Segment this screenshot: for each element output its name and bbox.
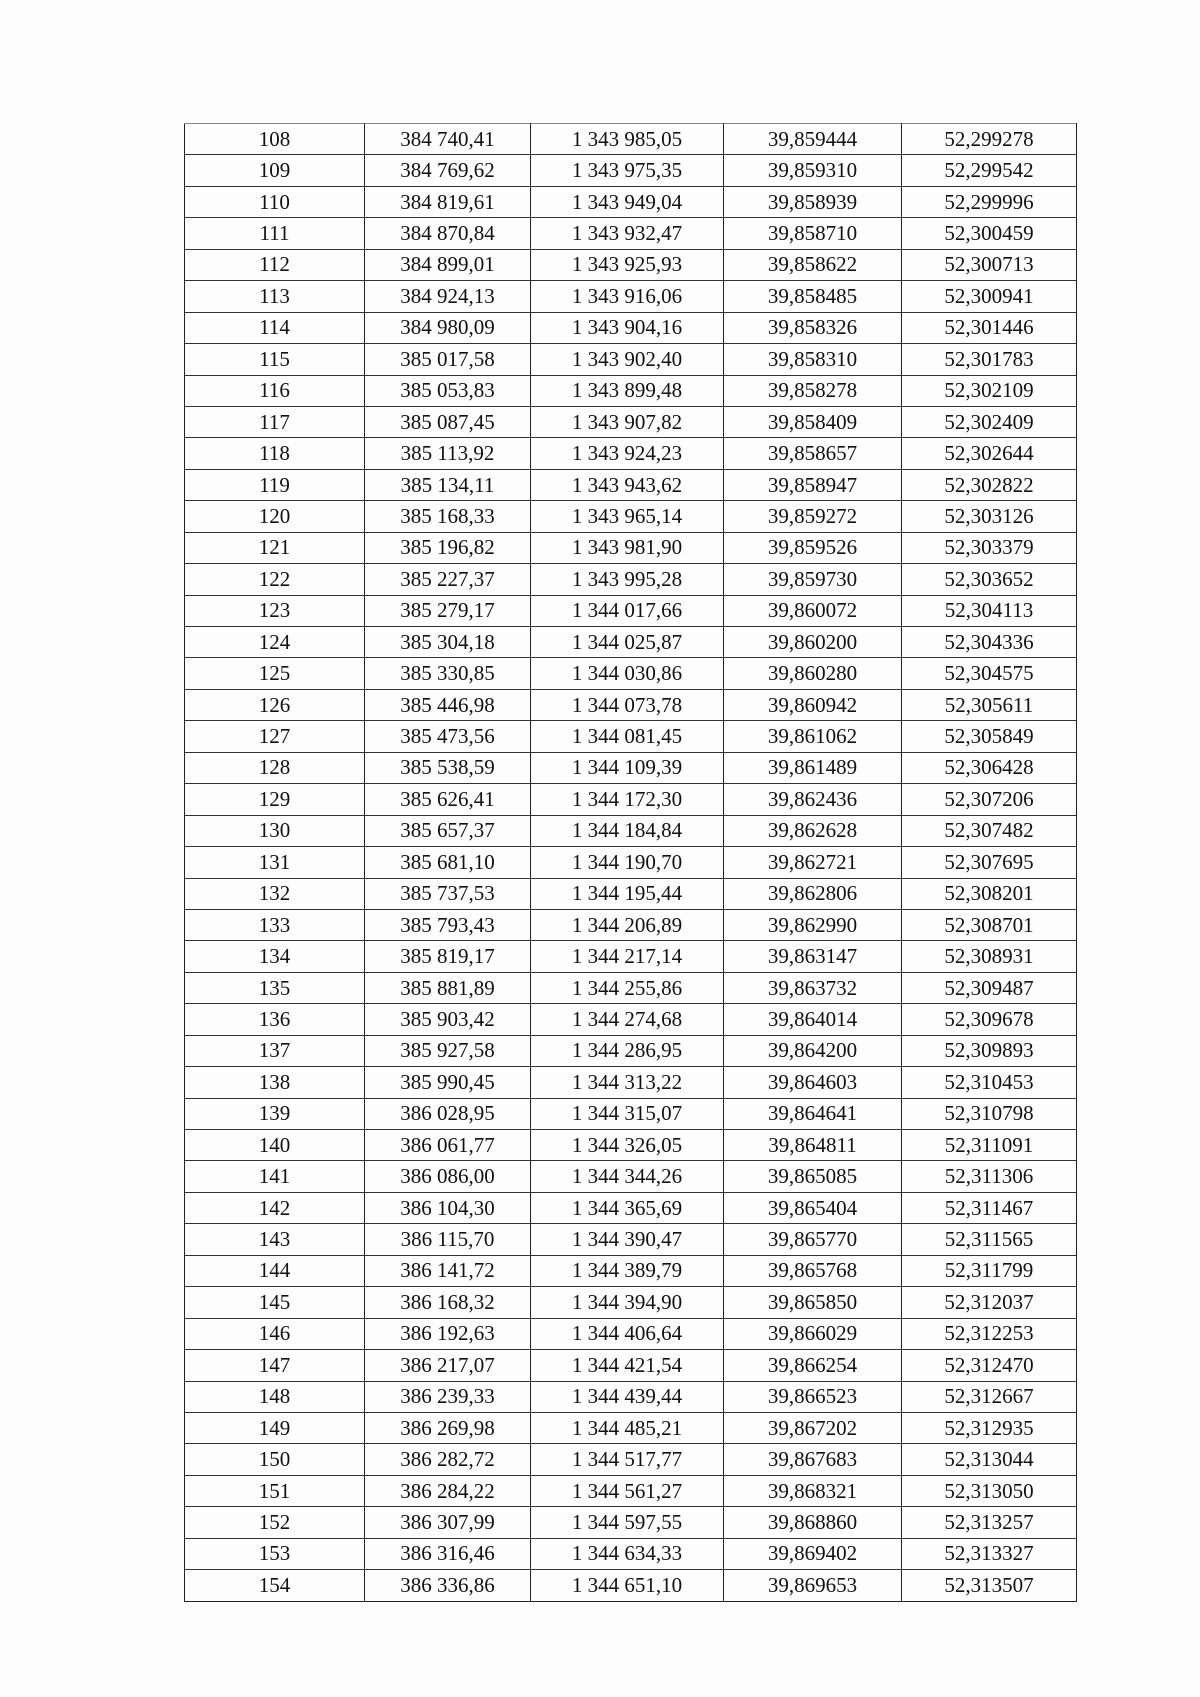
y-coordinate-cell: 1 344 651,10 [531, 1570, 724, 1601]
y-coordinate-cell: 1 344 597,55 [531, 1507, 724, 1538]
y-coordinate-cell: 1 344 389,79 [531, 1255, 724, 1286]
latitude-cell: 52,303379 [902, 532, 1077, 563]
latitude-cell: 52,311565 [902, 1224, 1077, 1255]
x-coordinate-cell: 386 217,07 [365, 1350, 531, 1381]
y-coordinate-cell: 1 344 030,86 [531, 658, 724, 689]
longitude-cell: 39,859730 [724, 564, 902, 595]
point-number-cell: 117 [185, 406, 365, 437]
y-coordinate-cell: 1 343 943,62 [531, 469, 724, 500]
x-coordinate-cell: 384 980,09 [365, 312, 531, 343]
latitude-cell: 52,299278 [902, 124, 1077, 155]
longitude-cell: 39,869653 [724, 1570, 902, 1601]
point-number-cell: 135 [185, 972, 365, 1003]
longitude-cell: 39,860072 [724, 595, 902, 626]
latitude-cell: 52,313257 [902, 1507, 1077, 1538]
point-number-cell: 134 [185, 941, 365, 972]
longitude-cell: 39,866523 [724, 1381, 902, 1412]
y-coordinate-cell: 1 343 904,16 [531, 312, 724, 343]
y-coordinate-cell: 1 343 949,04 [531, 186, 724, 217]
x-coordinate-cell: 384 870,84 [365, 218, 531, 249]
longitude-cell: 39,860942 [724, 689, 902, 720]
latitude-cell: 52,301446 [902, 312, 1077, 343]
longitude-cell: 39,858947 [724, 469, 902, 500]
y-coordinate-cell: 1 344 274,68 [531, 1004, 724, 1035]
table-row [185, 721, 1077, 752]
y-coordinate-cell: 1 343 985,05 [531, 124, 724, 155]
latitude-cell: 52,311091 [902, 1130, 1077, 1161]
point-number-cell: 147 [185, 1350, 365, 1381]
x-coordinate-cell: 385 196,82 [365, 532, 531, 563]
y-coordinate-cell: 1 344 255,86 [531, 972, 724, 1003]
x-coordinate-cell: 386 192,63 [365, 1318, 531, 1349]
latitude-cell: 52,308931 [902, 941, 1077, 972]
table-row [185, 1161, 1077, 1192]
y-coordinate-cell: 1 343 925,93 [531, 249, 724, 280]
longitude-cell: 39,865850 [724, 1287, 902, 1318]
table-row [185, 501, 1077, 532]
longitude-cell: 39,868860 [724, 1507, 902, 1538]
longitude-cell: 39,865085 [724, 1161, 902, 1192]
x-coordinate-cell: 385 819,17 [365, 941, 531, 972]
x-coordinate-cell: 385 113,92 [365, 438, 531, 469]
point-number-cell: 122 [185, 564, 365, 595]
point-number-cell: 132 [185, 878, 365, 909]
point-number-cell: 109 [185, 155, 365, 186]
y-coordinate-cell: 1 344 206,89 [531, 909, 724, 940]
point-number-cell: 133 [185, 909, 365, 940]
latitude-cell: 52,309893 [902, 1035, 1077, 1066]
y-coordinate-cell: 1 344 313,22 [531, 1067, 724, 1098]
x-coordinate-cell: 384 769,62 [365, 155, 531, 186]
point-number-cell: 128 [185, 752, 365, 783]
table-row [185, 878, 1077, 909]
point-number-cell: 140 [185, 1130, 365, 1161]
table-row [185, 124, 1077, 155]
latitude-cell: 52,311467 [902, 1192, 1077, 1223]
point-number-cell: 114 [185, 312, 365, 343]
table-row [185, 784, 1077, 815]
point-number-cell: 113 [185, 281, 365, 312]
table-row [185, 1287, 1077, 1318]
y-coordinate-cell: 1 344 172,30 [531, 784, 724, 815]
point-number-cell: 131 [185, 847, 365, 878]
table-row [185, 344, 1077, 375]
table-row [185, 1067, 1077, 1098]
table-row [185, 1130, 1077, 1161]
x-coordinate-cell: 385 087,45 [365, 406, 531, 437]
latitude-cell: 52,303652 [902, 564, 1077, 595]
point-number-cell: 146 [185, 1318, 365, 1349]
longitude-cell: 39,864014 [724, 1004, 902, 1035]
x-coordinate-cell: 386 168,32 [365, 1287, 531, 1318]
table-row [185, 469, 1077, 500]
longitude-cell: 39,862990 [724, 909, 902, 940]
table-row [185, 564, 1077, 595]
point-number-cell: 118 [185, 438, 365, 469]
latitude-cell: 52,300713 [902, 249, 1077, 280]
x-coordinate-cell: 386 028,95 [365, 1098, 531, 1129]
table-row [185, 627, 1077, 658]
latitude-cell: 52,312470 [902, 1350, 1077, 1381]
longitude-cell: 39,865768 [724, 1255, 902, 1286]
point-number-cell: 149 [185, 1412, 365, 1443]
y-coordinate-cell: 1 344 344,26 [531, 1161, 724, 1192]
latitude-cell: 52,313044 [902, 1444, 1077, 1475]
longitude-cell: 39,859310 [724, 155, 902, 186]
longitude-cell: 39,858710 [724, 218, 902, 249]
table-row [185, 249, 1077, 280]
y-coordinate-cell: 1 344 081,45 [531, 721, 724, 752]
point-number-cell: 152 [185, 1507, 365, 1538]
table-row [185, 1444, 1077, 1475]
longitude-cell: 39,858485 [724, 281, 902, 312]
y-coordinate-cell: 1 344 073,78 [531, 689, 724, 720]
x-coordinate-cell: 386 104,30 [365, 1192, 531, 1223]
x-coordinate-cell: 386 115,70 [365, 1224, 531, 1255]
table-row [185, 1538, 1077, 1569]
longitude-cell: 39,858310 [724, 344, 902, 375]
point-number-cell: 126 [185, 689, 365, 720]
latitude-cell: 52,313327 [902, 1538, 1077, 1569]
x-coordinate-cell: 385 657,37 [365, 815, 531, 846]
table-row [185, 406, 1077, 437]
longitude-cell: 39,858409 [724, 406, 902, 437]
longitude-cell: 39,862436 [724, 784, 902, 815]
point-number-cell: 111 [185, 218, 365, 249]
x-coordinate-cell: 385 446,98 [365, 689, 531, 720]
latitude-cell: 52,309678 [902, 1004, 1077, 1035]
y-coordinate-cell: 1 344 421,54 [531, 1350, 724, 1381]
table-row [185, 1570, 1077, 1601]
latitude-cell: 52,312667 [902, 1381, 1077, 1412]
table-row [185, 752, 1077, 783]
x-coordinate-cell: 385 626,41 [365, 784, 531, 815]
x-coordinate-cell: 384 740,41 [365, 124, 531, 155]
latitude-cell: 52,305849 [902, 721, 1077, 752]
point-number-cell: 153 [185, 1538, 365, 1569]
table-row [185, 1318, 1077, 1349]
latitude-cell: 52,304113 [902, 595, 1077, 626]
latitude-cell: 52,299542 [902, 155, 1077, 186]
table-row [185, 1350, 1077, 1381]
latitude-cell: 52,312935 [902, 1412, 1077, 1443]
y-coordinate-cell: 1 344 634,33 [531, 1538, 724, 1569]
latitude-cell: 52,300941 [902, 281, 1077, 312]
y-coordinate-cell: 1 343 924,23 [531, 438, 724, 469]
longitude-cell: 39,862628 [724, 815, 902, 846]
longitude-cell: 39,867202 [724, 1412, 902, 1443]
latitude-cell: 52,307482 [902, 815, 1077, 846]
x-coordinate-cell: 386 282,72 [365, 1444, 531, 1475]
table-row [185, 658, 1077, 689]
table-row [185, 909, 1077, 940]
y-coordinate-cell: 1 344 315,07 [531, 1098, 724, 1129]
latitude-cell: 52,313050 [902, 1475, 1077, 1506]
latitude-cell: 52,302822 [902, 469, 1077, 500]
x-coordinate-cell: 384 819,61 [365, 186, 531, 217]
table-row [185, 1255, 1077, 1286]
y-coordinate-cell: 1 343 899,48 [531, 375, 724, 406]
table-row [185, 1224, 1077, 1255]
y-coordinate-cell: 1 344 017,66 [531, 595, 724, 626]
x-coordinate-cell: 386 336,86 [365, 1570, 531, 1601]
x-coordinate-cell: 386 086,00 [365, 1161, 531, 1192]
latitude-cell: 52,301783 [902, 344, 1077, 375]
table-row [185, 1035, 1077, 1066]
y-coordinate-cell: 1 344 025,87 [531, 627, 724, 658]
y-coordinate-cell: 1 343 902,40 [531, 344, 724, 375]
latitude-cell: 52,299996 [902, 186, 1077, 217]
longitude-cell: 39,860280 [724, 658, 902, 689]
y-coordinate-cell: 1 343 932,47 [531, 218, 724, 249]
point-number-cell: 119 [185, 469, 365, 500]
longitude-cell: 39,861489 [724, 752, 902, 783]
point-number-cell: 141 [185, 1161, 365, 1192]
table-row [185, 218, 1077, 249]
point-number-cell: 139 [185, 1098, 365, 1129]
point-number-cell: 124 [185, 627, 365, 658]
x-coordinate-cell: 385 134,11 [365, 469, 531, 500]
point-number-cell: 145 [185, 1287, 365, 1318]
x-coordinate-cell: 386 316,46 [365, 1538, 531, 1569]
x-coordinate-cell: 386 307,99 [365, 1507, 531, 1538]
longitude-cell: 39,859444 [724, 124, 902, 155]
y-coordinate-cell: 1 344 184,84 [531, 815, 724, 846]
y-coordinate-cell: 1 343 965,14 [531, 501, 724, 532]
longitude-cell: 39,863732 [724, 972, 902, 1003]
latitude-cell: 52,308701 [902, 909, 1077, 940]
longitude-cell: 39,867683 [724, 1444, 902, 1475]
x-coordinate-cell: 385 330,85 [365, 658, 531, 689]
longitude-cell: 39,861062 [724, 721, 902, 752]
latitude-cell: 52,303126 [902, 501, 1077, 532]
latitude-cell: 52,308201 [902, 878, 1077, 909]
latitude-cell: 52,312037 [902, 1287, 1077, 1318]
y-coordinate-cell: 1 344 517,77 [531, 1444, 724, 1475]
point-number-cell: 150 [185, 1444, 365, 1475]
y-coordinate-cell: 1 344 485,21 [531, 1412, 724, 1443]
table-row [185, 1475, 1077, 1506]
x-coordinate-cell: 386 269,98 [365, 1412, 531, 1443]
y-coordinate-cell: 1 343 981,90 [531, 532, 724, 563]
longitude-cell: 39,864603 [724, 1067, 902, 1098]
latitude-cell: 52,302109 [902, 375, 1077, 406]
table-row [185, 815, 1077, 846]
x-coordinate-cell: 385 304,18 [365, 627, 531, 658]
table-row [185, 1412, 1077, 1443]
table-row [185, 312, 1077, 343]
point-number-cell: 138 [185, 1067, 365, 1098]
x-coordinate-cell: 385 168,33 [365, 501, 531, 532]
y-coordinate-cell: 1 344 365,69 [531, 1192, 724, 1223]
x-coordinate-cell: 385 793,43 [365, 909, 531, 940]
y-coordinate-cell: 1 344 326,05 [531, 1130, 724, 1161]
coordinates-table-body [185, 124, 1077, 1602]
longitude-cell: 39,866254 [724, 1350, 902, 1381]
longitude-cell: 39,865404 [724, 1192, 902, 1223]
longitude-cell: 39,865770 [724, 1224, 902, 1255]
table-row [185, 375, 1077, 406]
latitude-cell: 52,304575 [902, 658, 1077, 689]
point-number-cell: 116 [185, 375, 365, 406]
latitude-cell: 52,302644 [902, 438, 1077, 469]
table-row [185, 1381, 1077, 1412]
x-coordinate-cell: 385 903,42 [365, 1004, 531, 1035]
longitude-cell: 39,864811 [724, 1130, 902, 1161]
table-row [185, 1004, 1077, 1035]
point-number-cell: 115 [185, 344, 365, 375]
longitude-cell: 39,858326 [724, 312, 902, 343]
table-row [185, 155, 1077, 186]
y-coordinate-cell: 1 343 907,82 [531, 406, 724, 437]
point-number-cell: 108 [185, 124, 365, 155]
latitude-cell: 52,307695 [902, 847, 1077, 878]
latitude-cell: 52,313507 [902, 1570, 1077, 1601]
y-coordinate-cell: 1 344 390,47 [531, 1224, 724, 1255]
latitude-cell: 52,302409 [902, 406, 1077, 437]
table-row [185, 595, 1077, 626]
table-row [185, 941, 1077, 972]
x-coordinate-cell: 386 061,77 [365, 1130, 531, 1161]
x-coordinate-cell: 385 053,83 [365, 375, 531, 406]
latitude-cell: 52,300459 [902, 218, 1077, 249]
x-coordinate-cell: 386 141,72 [365, 1255, 531, 1286]
longitude-cell: 39,858939 [724, 186, 902, 217]
x-coordinate-cell: 385 881,89 [365, 972, 531, 1003]
y-coordinate-cell: 1 343 916,06 [531, 281, 724, 312]
latitude-cell: 52,307206 [902, 784, 1077, 815]
point-number-cell: 154 [185, 1570, 365, 1601]
latitude-cell: 52,306428 [902, 752, 1077, 783]
x-coordinate-cell: 386 284,22 [365, 1475, 531, 1506]
coordinates-table [184, 123, 1077, 1602]
point-number-cell: 123 [185, 595, 365, 626]
x-coordinate-cell: 385 473,56 [365, 721, 531, 752]
latitude-cell: 52,311306 [902, 1161, 1077, 1192]
latitude-cell: 52,305611 [902, 689, 1077, 720]
point-number-cell: 110 [185, 186, 365, 217]
y-coordinate-cell: 1 344 109,39 [531, 752, 724, 783]
y-coordinate-cell: 1 343 995,28 [531, 564, 724, 595]
point-number-cell: 130 [185, 815, 365, 846]
longitude-cell: 39,864641 [724, 1098, 902, 1129]
point-number-cell: 137 [185, 1035, 365, 1066]
point-number-cell: 112 [185, 249, 365, 280]
table-row [185, 847, 1077, 878]
longitude-cell: 39,859526 [724, 532, 902, 563]
point-number-cell: 121 [185, 532, 365, 563]
x-coordinate-cell: 385 737,53 [365, 878, 531, 909]
point-number-cell: 125 [185, 658, 365, 689]
table-row [185, 186, 1077, 217]
x-coordinate-cell: 385 927,58 [365, 1035, 531, 1066]
table-row [185, 532, 1077, 563]
table-row [185, 1507, 1077, 1538]
longitude-cell: 39,858278 [724, 375, 902, 406]
longitude-cell: 39,859272 [724, 501, 902, 532]
y-coordinate-cell: 1 343 975,35 [531, 155, 724, 186]
x-coordinate-cell: 385 017,58 [365, 344, 531, 375]
y-coordinate-cell: 1 344 190,70 [531, 847, 724, 878]
point-number-cell: 142 [185, 1192, 365, 1223]
longitude-cell: 39,866029 [724, 1318, 902, 1349]
latitude-cell: 52,304336 [902, 627, 1077, 658]
point-number-cell: 120 [185, 501, 365, 532]
x-coordinate-cell: 386 239,33 [365, 1381, 531, 1412]
latitude-cell: 52,309487 [902, 972, 1077, 1003]
longitude-cell: 39,864200 [724, 1035, 902, 1066]
table-row [185, 689, 1077, 720]
point-number-cell: 143 [185, 1224, 365, 1255]
table-row [185, 972, 1077, 1003]
longitude-cell: 39,862721 [724, 847, 902, 878]
point-number-cell: 127 [185, 721, 365, 752]
y-coordinate-cell: 1 344 286,95 [531, 1035, 724, 1066]
longitude-cell: 39,869402 [724, 1538, 902, 1569]
table-row [185, 438, 1077, 469]
point-number-cell: 148 [185, 1381, 365, 1412]
x-coordinate-cell: 384 924,13 [365, 281, 531, 312]
latitude-cell: 52,311799 [902, 1255, 1077, 1286]
x-coordinate-cell: 385 227,37 [365, 564, 531, 595]
x-coordinate-cell: 385 279,17 [365, 595, 531, 626]
x-coordinate-cell: 384 899,01 [365, 249, 531, 280]
point-number-cell: 144 [185, 1255, 365, 1286]
y-coordinate-cell: 1 344 195,44 [531, 878, 724, 909]
table-row [185, 281, 1077, 312]
point-number-cell: 129 [185, 784, 365, 815]
longitude-cell: 39,858622 [724, 249, 902, 280]
point-number-cell: 136 [185, 1004, 365, 1035]
y-coordinate-cell: 1 344 439,44 [531, 1381, 724, 1412]
y-coordinate-cell: 1 344 561,27 [531, 1475, 724, 1506]
point-number-cell: 151 [185, 1475, 365, 1506]
table-row [185, 1192, 1077, 1223]
latitude-cell: 52,312253 [902, 1318, 1077, 1349]
longitude-cell: 39,862806 [724, 878, 902, 909]
y-coordinate-cell: 1 344 394,90 [531, 1287, 724, 1318]
x-coordinate-cell: 385 538,59 [365, 752, 531, 783]
latitude-cell: 52,310453 [902, 1067, 1077, 1098]
table-row [185, 1098, 1077, 1129]
longitude-cell: 39,860200 [724, 627, 902, 658]
x-coordinate-cell: 385 681,10 [365, 847, 531, 878]
y-coordinate-cell: 1 344 406,64 [531, 1318, 724, 1349]
longitude-cell: 39,863147 [724, 941, 902, 972]
longitude-cell: 39,868321 [724, 1475, 902, 1506]
x-coordinate-cell: 385 990,45 [365, 1067, 531, 1098]
latitude-cell: 52,310798 [902, 1098, 1077, 1129]
y-coordinate-cell: 1 344 217,14 [531, 941, 724, 972]
longitude-cell: 39,858657 [724, 438, 902, 469]
